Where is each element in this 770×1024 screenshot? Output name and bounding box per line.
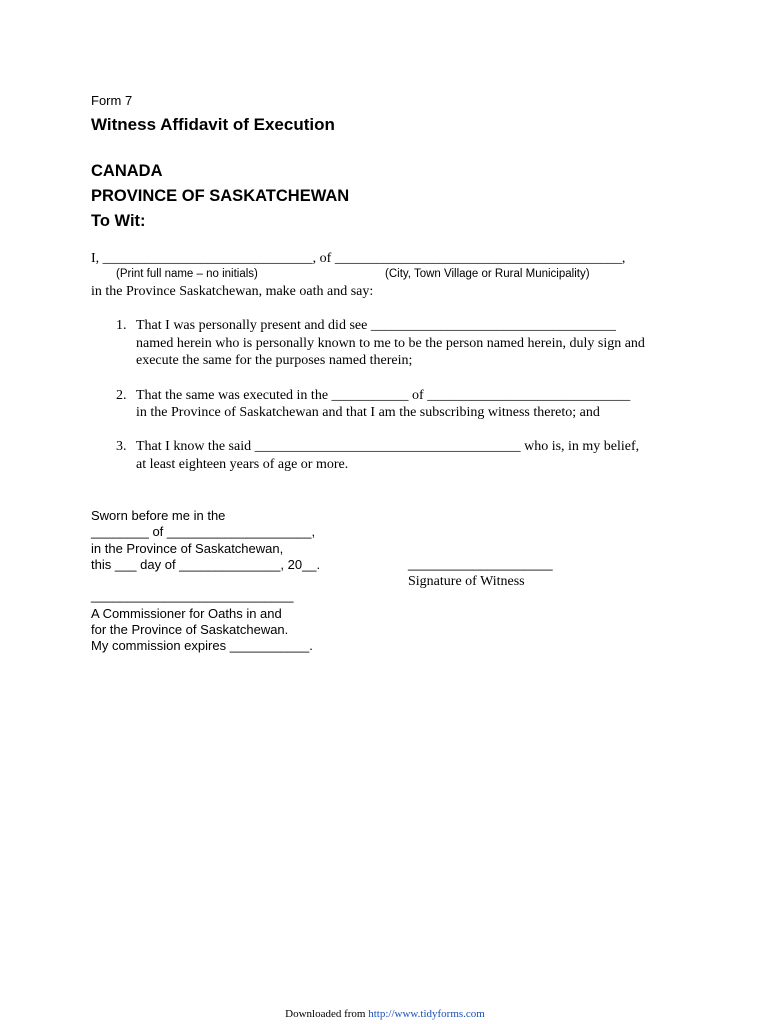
sworn-line: A Commissioner for Oaths in and	[91, 606, 282, 621]
place-caption: (City, Town Village or Rural Municipality)	[385, 268, 590, 280]
name-caption: (Print full name – no initials)	[116, 268, 258, 280]
sworn-line: ________ of ____________________,	[91, 524, 316, 539]
sworn-line: Sworn before me in the	[91, 508, 226, 523]
footer	[0, 1008, 770, 1020]
to-wit-heading: To Wit:	[91, 212, 146, 230]
form-title: Witness Affidavit of Execution	[91, 115, 335, 134]
witness-signature-label: Signature of Witness	[408, 574, 525, 589]
oath-line: in the Province Saskatchewan, make oath and say:	[91, 284, 374, 299]
item-line: That the same was executed in the ___________ of _____________________________	[136, 388, 631, 403]
commissioner-signature-line: ____________________________	[91, 588, 294, 603]
form-number: Form 7	[91, 93, 133, 108]
item-number: 1.	[116, 318, 127, 333]
item-line: in the Province of Saskatchewan and that I am the subscribing witness thereto; and	[136, 405, 600, 420]
witness-signature-line: ____________________	[408, 556, 553, 571]
province-heading: PROVINCE OF SASKATCHEWAN	[91, 187, 350, 205]
item-line: execute the same for the purposes named therein;	[136, 353, 413, 368]
footer-prefix: Downloaded from	[285, 1008, 369, 1020]
item-line: That I know the said ______________________________________ who is, in my belief,	[136, 439, 640, 454]
deponent-line: I, ______________________________, of _________________________________________,	[91, 251, 626, 266]
sworn-line: this ___ day of ______________, 20__.	[91, 557, 321, 572]
footer-link[interactable]: http://www.tidyforms.com	[368, 1008, 485, 1020]
sworn-line: My commission expires ___________.	[91, 638, 313, 653]
country-heading: CANADA	[91, 162, 163, 180]
item-line: That I was personally present and did see ___________________________________	[136, 318, 616, 333]
sworn-line: for the Province of Saskatchewan.	[91, 622, 289, 637]
item-line: named herein who is personally known to me to be the person named herein, duly sign and	[136, 336, 645, 351]
sworn-line: in the Province of Saskatchewan,	[91, 541, 284, 556]
item-number: 3.	[116, 439, 127, 454]
item-line: at least eighteen years of age or more.	[136, 457, 349, 472]
item-number: 2.	[116, 388, 127, 403]
